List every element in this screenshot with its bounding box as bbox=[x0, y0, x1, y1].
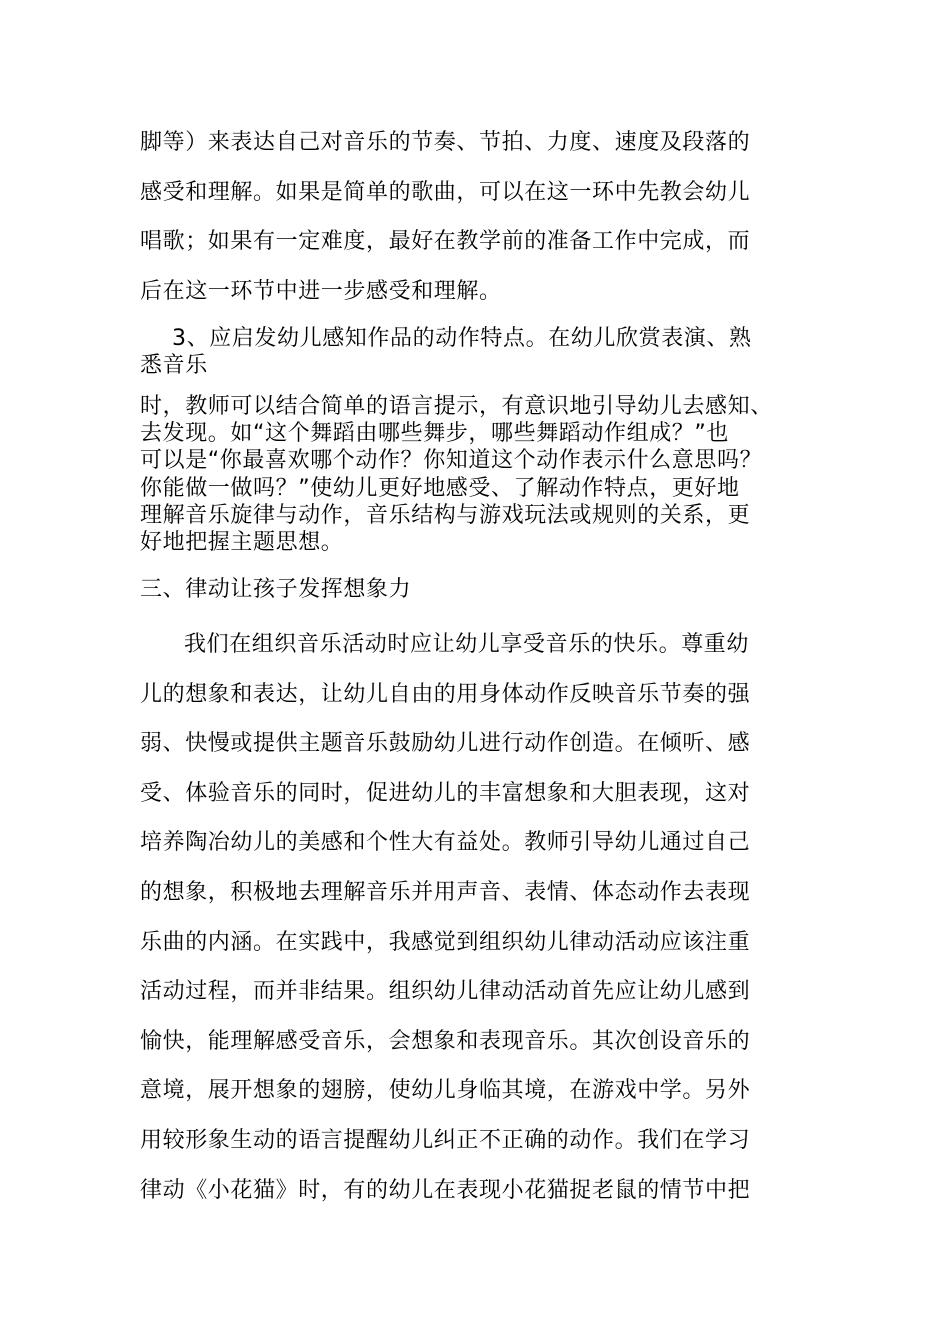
paragraph-teacher-prompts bbox=[140, 393, 820, 556]
paragraph-expression bbox=[140, 118, 820, 316]
text-line: 去发现。如“这个舞蹈由哪些舞步，哪些舞蹈动作组成？”也 bbox=[140, 421, 729, 447]
text-line: 3、应启发幼儿感知作品的动作特点。在幼儿欣赏表演、熟 bbox=[172, 326, 752, 351]
text-line: 意境，展开想象的翅膀，使幼儿身临其境，在游戏中学。另外 bbox=[140, 1078, 751, 1104]
text-line: 用较形象生动的语言提醒幼儿纠正不正确的动作。我们在学习 bbox=[140, 1127, 751, 1153]
text-line: 的想象，积极地去理解音乐并用声音、表情、体态动作去表现 bbox=[140, 879, 751, 905]
text-line: 理解音乐旋律与动作，音乐结构与游戏玩法或规则的关系，更 bbox=[140, 502, 751, 528]
text-line: 时，教师可以结合简单的语言提示，有意识地引导幼儿去感知、 bbox=[140, 394, 773, 419]
text-line: 脚等）来表达自己对音乐的节奏、节拍、力度、速度及段落的 bbox=[140, 130, 751, 155]
text-line: 受、体验音乐的同时，促进幼儿的丰富想象和大胆表现，这对 bbox=[140, 780, 751, 806]
text-line: 活动过程，而并非结果。组织幼儿律动活动首先应让幼儿感到 bbox=[140, 979, 751, 1005]
text-line: 弱、快慢或提供主题音乐鼓励幼儿进行动作创造。在倾听、感 bbox=[140, 731, 751, 757]
text-line: 后在这一环节中进一步感受和理解。 bbox=[140, 278, 502, 304]
text-line: 我们在组织音乐活动时应让幼儿享受音乐的快乐。尊重幼 bbox=[184, 632, 750, 657]
section-heading: 三、律动让孩子发挥想象力 bbox=[140, 577, 412, 602]
text-line: 儿的想象和表达，让幼儿自由的用身体动作反映音乐节奏的强 bbox=[140, 681, 751, 707]
paragraph-imagination bbox=[140, 620, 820, 1215]
text-line: 培养陶冶幼儿的美感和个性大有益处。教师引导幼儿通过自己 bbox=[140, 830, 751, 856]
text-line: 乐曲的内涵。在实践中，我感觉到组织幼儿律动活动应该注重 bbox=[140, 929, 751, 955]
text-line: 好地把握主题思想。 bbox=[140, 530, 344, 556]
text-line: 可以是“你最喜欢哪个动作？你知道这个动作表示什么意思吗？ bbox=[140, 448, 763, 474]
text-line: 愉快，能理解感受音乐，会想象和表现音乐。其次创设音乐的 bbox=[140, 1028, 751, 1054]
paragraph-point-3 bbox=[140, 325, 820, 379]
text-line: 悉音乐 bbox=[140, 353, 208, 378]
text-line: 唱歌；如果有一定难度，最好在教学前的准备工作中完成，而 bbox=[140, 229, 751, 254]
text-line: 律动《小花猫》时，有的幼儿在表现小花猫捉老鼠的情节中把 bbox=[140, 1177, 751, 1203]
text-line: 感受和理解。如果是简单的歌曲，可以在这一环中先教会幼儿 bbox=[140, 179, 751, 205]
text-line: 你能做一做吗？”使幼儿更好地感受、了解动作特点，更好地 bbox=[140, 475, 740, 501]
